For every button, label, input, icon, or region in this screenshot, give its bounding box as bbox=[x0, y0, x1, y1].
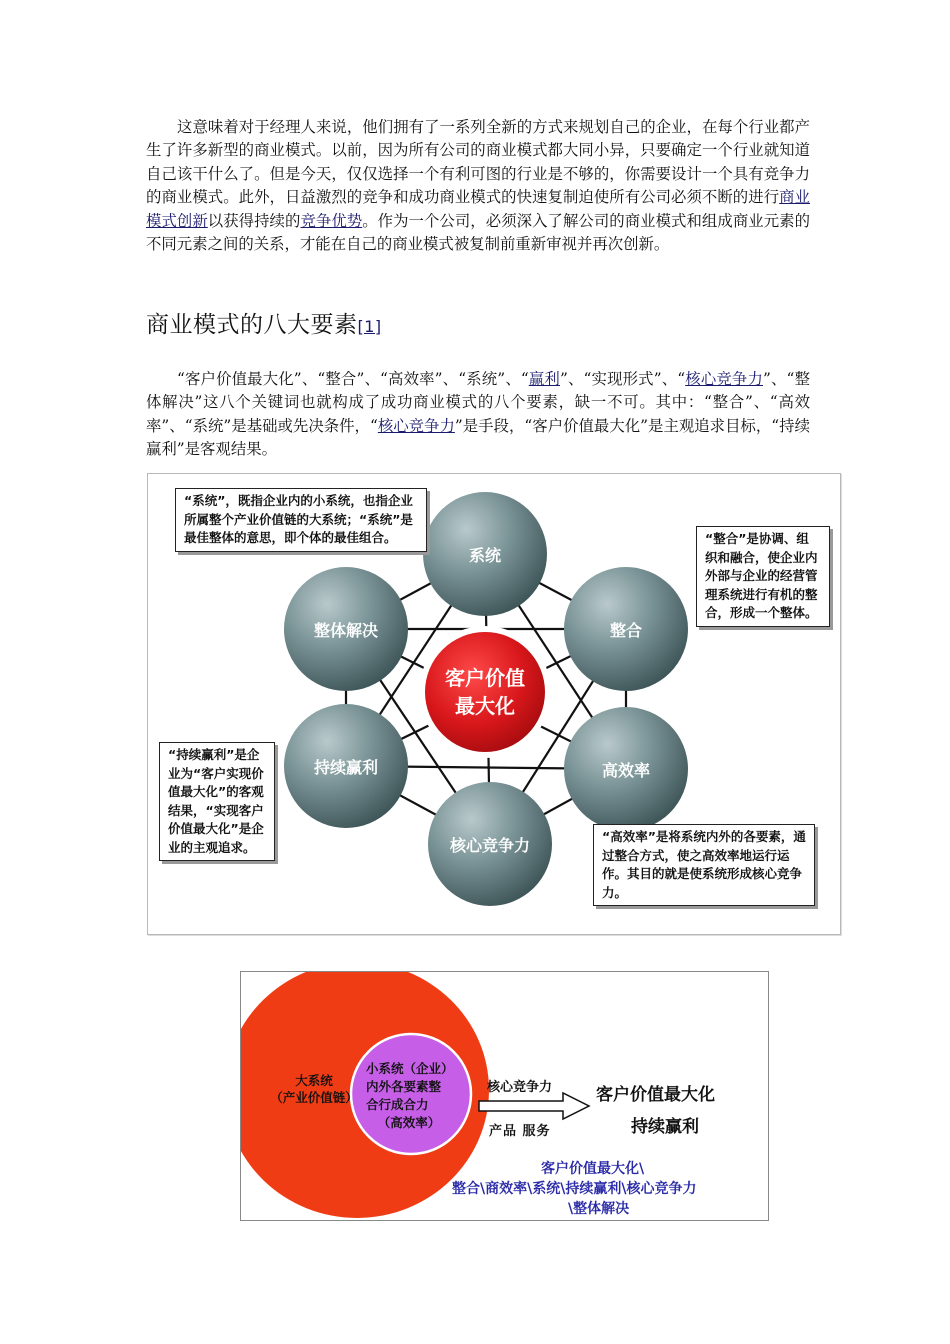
eight-elements-diagram bbox=[147, 473, 841, 935]
result-label-1: 客户价值最大化 bbox=[596, 1085, 715, 1105]
elements-text-1: “客户价值最大化”、“整合”、“高效率”、“系统”、“ bbox=[177, 370, 529, 388]
small-system-sub: （高效率） bbox=[377, 1115, 441, 1130]
node-efficiency-label: 高效率 bbox=[601, 761, 651, 780]
system-value-diagram bbox=[240, 971, 769, 1221]
intro-text-1: 这意味着对于经理人来说，他们拥有了一系列全新的方式来规划自己的企业，在每个行业都产生了许多新型的商业模式。以前，因为所有公司的商业模式都大同小异，只要确定一个行业就知道自己该干什么了。但是今天，仅仅选择一个有利可图的行业是不够的，你需要设计一个具有竞争力的商业模式。此外，日益激烈的竞争和成功商业模式的快速复制迫使所有公司必须不断的进行 bbox=[146, 118, 810, 207]
big-system-label-1: 大系统 bbox=[295, 1073, 333, 1088]
reference-link[interactable]: [1] bbox=[357, 317, 382, 336]
blue-caption-3: \整体解决 bbox=[568, 1201, 630, 1217]
node-sustained-profit bbox=[284, 704, 408, 828]
core-competence-link-2[interactable]: 核心竞争力 bbox=[377, 416, 455, 435]
intro-text-3: 。作为一个公司，必须深入了解公司的商业模式和组成商业元素的不同元素之间的关系，才能在自己的商业模式被复制前重新审视并再次创新。 bbox=[146, 211, 810, 254]
node-efficiency bbox=[564, 707, 688, 831]
section-heading-text: 商业模式的八大要素 bbox=[146, 312, 358, 338]
intro-paragraph bbox=[146, 116, 810, 256]
node-core-competence-label: 核心竞争力 bbox=[449, 836, 531, 855]
node-system-label: 系统 bbox=[468, 546, 502, 565]
blue-caption-2: 整合\商效率\系统\持续赢利\核心竞争力 bbox=[452, 1181, 697, 1197]
node-total-solution-label: 整体解决 bbox=[313, 621, 379, 640]
node-system bbox=[423, 492, 547, 616]
elements-text-2: ”、“实现形式”、“ bbox=[559, 370, 686, 388]
center-node bbox=[419, 626, 551, 758]
center-line-2: 最大化 bbox=[455, 694, 515, 718]
result-label-2: 持续赢利 bbox=[631, 1117, 699, 1137]
section-heading bbox=[146, 306, 382, 339]
business-model-innovation-link[interactable]: 商业模式创新 bbox=[146, 188, 810, 230]
note-sustained-profit: “持续赢利”是企业为“客户实现价值最大化”的客观结果，“实现客户价值最大化”是企业的主观追求。 bbox=[159, 742, 275, 861]
core-competence-link[interactable]: 核心竞争力 bbox=[685, 370, 763, 388]
note-efficiency: “高效率”是将系统内外的各要素，通过整合方式，使之高效率地运行运作。其目的就是使系统形成核心竞争力。 bbox=[593, 824, 815, 906]
node-total-solution bbox=[284, 567, 408, 691]
note-system: “系统”，既指企业内的小系统，也指企业所属整个产业价值链的大系统；“系统”是最佳整体的意思，即个体的最佳组合。 bbox=[175, 488, 427, 552]
center-line-1: 客户价值 bbox=[445, 666, 525, 690]
arrow-icon bbox=[479, 1093, 589, 1119]
node-integration-label: 整合 bbox=[609, 621, 643, 640]
small-system-text: 小系统（企业）内外各要素整合行成合力 bbox=[366, 1061, 448, 1112]
small-system-label bbox=[366, 1060, 452, 1132]
big-system-label-2: （产业价值链） bbox=[270, 1090, 358, 1105]
node-integration bbox=[564, 567, 688, 691]
elements-paragraph bbox=[146, 368, 810, 462]
node-sustained-profit-label: 持续赢利 bbox=[313, 758, 379, 777]
note-integration: “整合”是协调、组织和融合，使企业内外部与企业的经营管理系统进行有机的整合，形成一个整体。 bbox=[696, 526, 830, 627]
elements-text-3: ”、“整体解决”这八个关键词也就构成了成功商业模式的八个要素，缺一不可。其中：“整合”、“高效率”、“系统”是基础或先决条件，“ bbox=[146, 370, 810, 435]
arrow-top-label: 核心竞争力 bbox=[487, 1080, 553, 1095]
competitive-advantage-link[interactable]: 竞争优势 bbox=[300, 211, 363, 230]
arrow-bottom-label: 产品 服务 bbox=[489, 1124, 551, 1139]
big-system-label bbox=[269, 1072, 359, 1106]
profit-link[interactable]: 赢利 bbox=[528, 370, 560, 388]
elements-text-4: ”是手段，“客户价值最大化”是主观追求目标，“持续赢利”是客观结果。 bbox=[146, 416, 810, 459]
intro-text-2: 以获得持续的 bbox=[207, 211, 301, 230]
node-core-competence bbox=[428, 782, 552, 906]
blue-caption-1: 客户价值最大化\ bbox=[541, 1161, 645, 1177]
